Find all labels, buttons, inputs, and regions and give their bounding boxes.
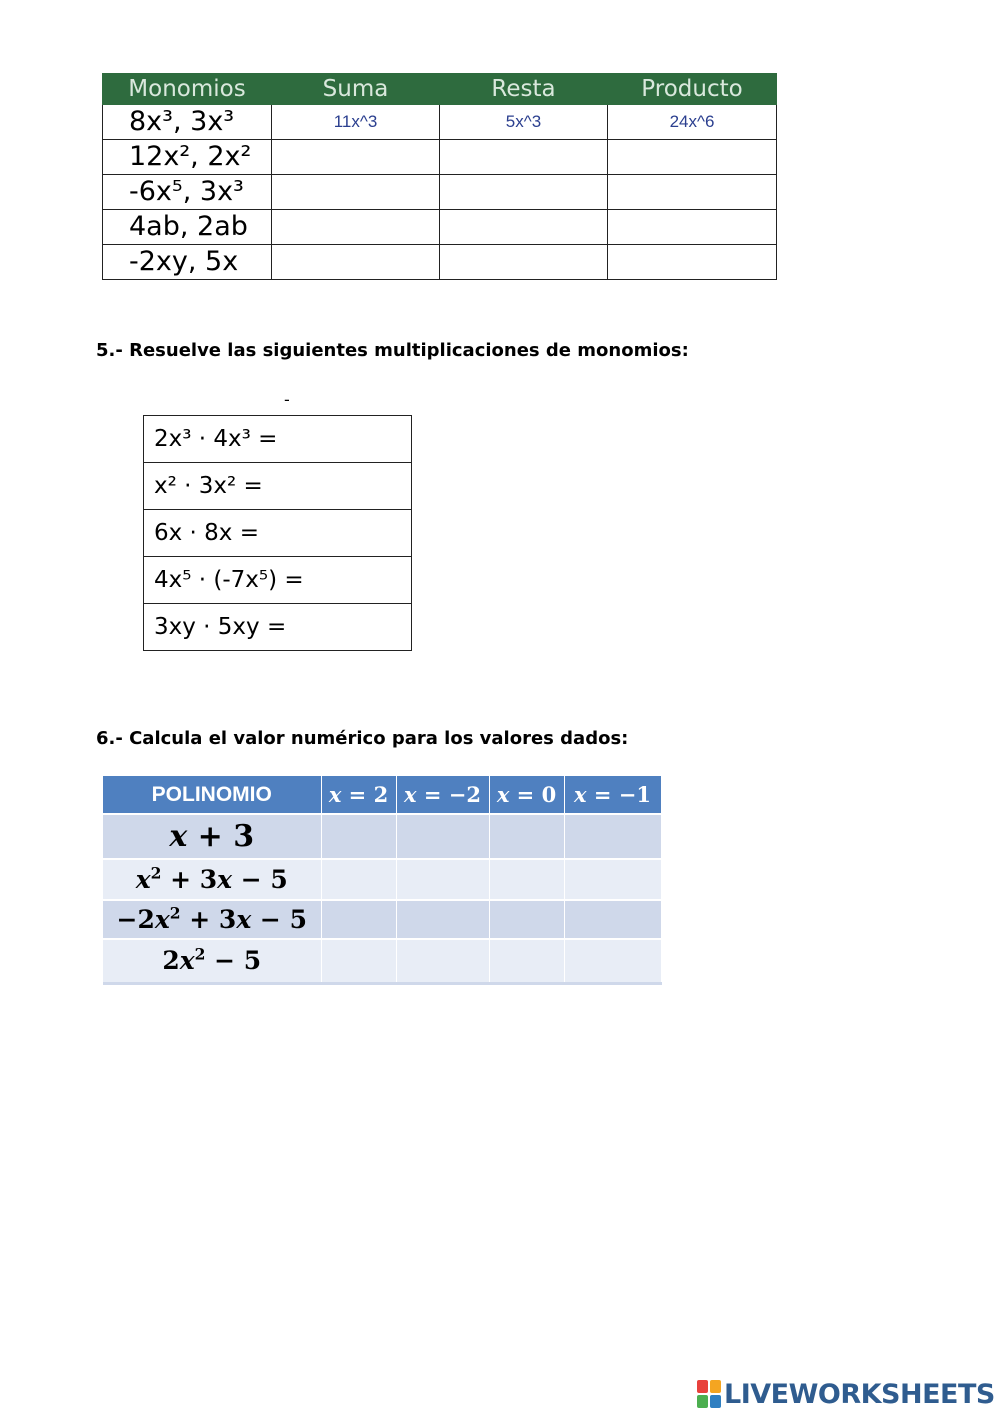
suma-answer[interactable] — [272, 210, 440, 245]
monomial-pair: -6x⁵, 3x³ — [103, 175, 272, 210]
x-value: −1 — [618, 782, 651, 807]
suma-input[interactable] — [272, 105, 439, 139]
answer-cell[interactable] — [321, 900, 396, 939]
polynomial: x + 3 — [103, 814, 321, 859]
multiplication-expression: x² · 3x² = — [144, 463, 412, 510]
producto-input[interactable] — [608, 210, 776, 244]
x-value: −2 — [448, 782, 481, 807]
answer-cell[interactable] — [321, 859, 396, 900]
logo-text: LIVEWORKSHEETS — [724, 1378, 995, 1410]
resta-answer[interactable] — [440, 210, 608, 245]
table-row — [103, 140, 777, 175]
resta-input[interactable] — [440, 245, 607, 279]
suma-answer[interactable] — [272, 175, 440, 210]
logo-square — [697, 1380, 708, 1393]
valor-numerico-table — [103, 776, 662, 985]
resta-input[interactable] — [440, 210, 607, 244]
suma-answer[interactable] — [272, 105, 440, 140]
producto-answer[interactable] — [608, 140, 777, 175]
producto-answer[interactable] — [608, 210, 777, 245]
answer-input[interactable] — [397, 832, 489, 849]
answer-input[interactable] — [565, 832, 661, 849]
answer-cell[interactable] — [564, 900, 661, 939]
answer-cell[interactable] — [396, 939, 489, 983]
answer-input[interactable] — [565, 956, 661, 973]
table-row — [103, 859, 661, 900]
header-suma: Suma — [272, 74, 440, 105]
monomial-pair: 8x³, 3x³ — [103, 105, 272, 140]
x-value: 0 — [541, 782, 557, 807]
producto-input[interactable] — [608, 245, 776, 279]
monomial-pair: 12x², 2x² — [103, 140, 272, 175]
answer-cell[interactable] — [564, 814, 661, 859]
answer-input[interactable] — [397, 875, 489, 892]
multiplication-expression: 3xy · 5xy = — [144, 604, 412, 651]
monomial-pair: -2xy, 5x — [103, 245, 272, 280]
table-row — [103, 900, 661, 939]
suma-input[interactable] — [272, 175, 439, 209]
answer-cell[interactable] — [396, 859, 489, 900]
answer-input[interactable] — [490, 915, 564, 932]
resta-input[interactable] — [440, 140, 607, 174]
answer-cell[interactable] — [564, 859, 661, 900]
answer-cell[interactable] — [321, 814, 396, 859]
resta-answer[interactable] — [440, 175, 608, 210]
monomios-header-row — [103, 74, 777, 105]
monomial-pair: 4ab, 2ab — [103, 210, 272, 245]
producto-answer[interactable] — [608, 175, 777, 210]
multiplication-expression: 2x³ · 4x³ = — [144, 416, 412, 463]
suma-input[interactable] — [272, 140, 439, 174]
answer-input[interactable] — [565, 875, 661, 892]
producto-input[interactable] — [608, 105, 776, 139]
section6-title: 6.- Calcula el valor numérico para los valores dados: — [96, 728, 629, 749]
header-polinomio: POLINOMIO — [103, 776, 321, 814]
table-row — [103, 105, 777, 140]
resta-answer[interactable] — [440, 140, 608, 175]
polynomial: $-2x^2 + 3x - 5$ — [103, 900, 321, 939]
answer-cell[interactable] — [321, 939, 396, 983]
answer-input[interactable] — [322, 832, 396, 849]
answer-input[interactable] — [397, 915, 489, 932]
suma-input[interactable] — [272, 245, 439, 279]
stray-mark: - — [284, 390, 290, 409]
producto-input[interactable] — [608, 140, 776, 174]
header-x-value: x = 0 — [489, 776, 564, 814]
valor-header-row — [103, 776, 661, 814]
answer-input[interactable] — [565, 915, 661, 932]
answer-cell[interactable] — [489, 900, 564, 939]
table-row — [103, 245, 777, 280]
answer-cell[interactable] — [489, 859, 564, 900]
resta-input[interactable] — [440, 105, 607, 139]
table-row — [103, 175, 777, 210]
header-resta: Resta — [440, 74, 608, 105]
x-value: 2 — [373, 782, 389, 807]
answer-input[interactable] — [322, 915, 396, 932]
answer-input[interactable] — [322, 875, 396, 892]
liveworksheets-logo-icon — [697, 1380, 721, 1408]
answer-input[interactable] — [490, 956, 564, 973]
table-row — [144, 416, 412, 463]
producto-answer[interactable] — [608, 105, 777, 140]
answer-input[interactable] — [322, 956, 396, 973]
answer-cell[interactable] — [489, 939, 564, 983]
resta-input[interactable] — [440, 175, 607, 209]
header-x-value: x = −2 — [396, 776, 489, 814]
producto-answer[interactable] — [608, 245, 777, 280]
table-row — [103, 210, 777, 245]
answer-cell[interactable] — [396, 814, 489, 859]
monomios-table — [102, 73, 777, 280]
multiplication-expression: 4x⁵ · (-7x⁵) = — [144, 557, 412, 604]
resta-answer[interactable] — [440, 245, 608, 280]
table-row — [144, 604, 412, 651]
answer-cell[interactable] — [489, 814, 564, 859]
header-x-value: x = 2 — [321, 776, 396, 814]
header-monomios: Monomios — [103, 74, 272, 105]
table-row — [144, 463, 412, 510]
logo-square — [710, 1395, 721, 1408]
answer-input[interactable] — [397, 956, 489, 973]
section5-title: 5.- Resuelve las siguientes multiplicaciones de monomios: — [96, 340, 689, 361]
polynomial: $2x^2 - 5$ — [103, 939, 321, 983]
resta-answer[interactable] — [440, 105, 608, 140]
answer-cell[interactable] — [396, 900, 489, 939]
answer-cell[interactable] — [564, 939, 661, 983]
suma-answer[interactable] — [272, 140, 440, 175]
header-x-value: x = −1 — [564, 776, 661, 814]
answer-input[interactable] — [490, 875, 564, 892]
table-row — [103, 939, 661, 983]
polynomial: $x^2 + 3x - 5$ — [103, 859, 321, 900]
table-row — [144, 510, 412, 557]
logo-square — [697, 1395, 708, 1408]
liveworksheets-logo — [697, 1377, 995, 1411]
table-row — [103, 814, 661, 859]
suma-answer[interactable] — [272, 245, 440, 280]
multiplication-table — [143, 415, 412, 651]
header-producto: Producto — [608, 74, 777, 105]
table-row — [144, 557, 412, 604]
logo-square — [710, 1380, 721, 1393]
answer-input[interactable] — [490, 832, 564, 849]
multiplication-expression: 6x · 8x = — [144, 510, 412, 557]
suma-input[interactable] — [272, 210, 439, 244]
producto-input[interactable] — [608, 175, 776, 209]
